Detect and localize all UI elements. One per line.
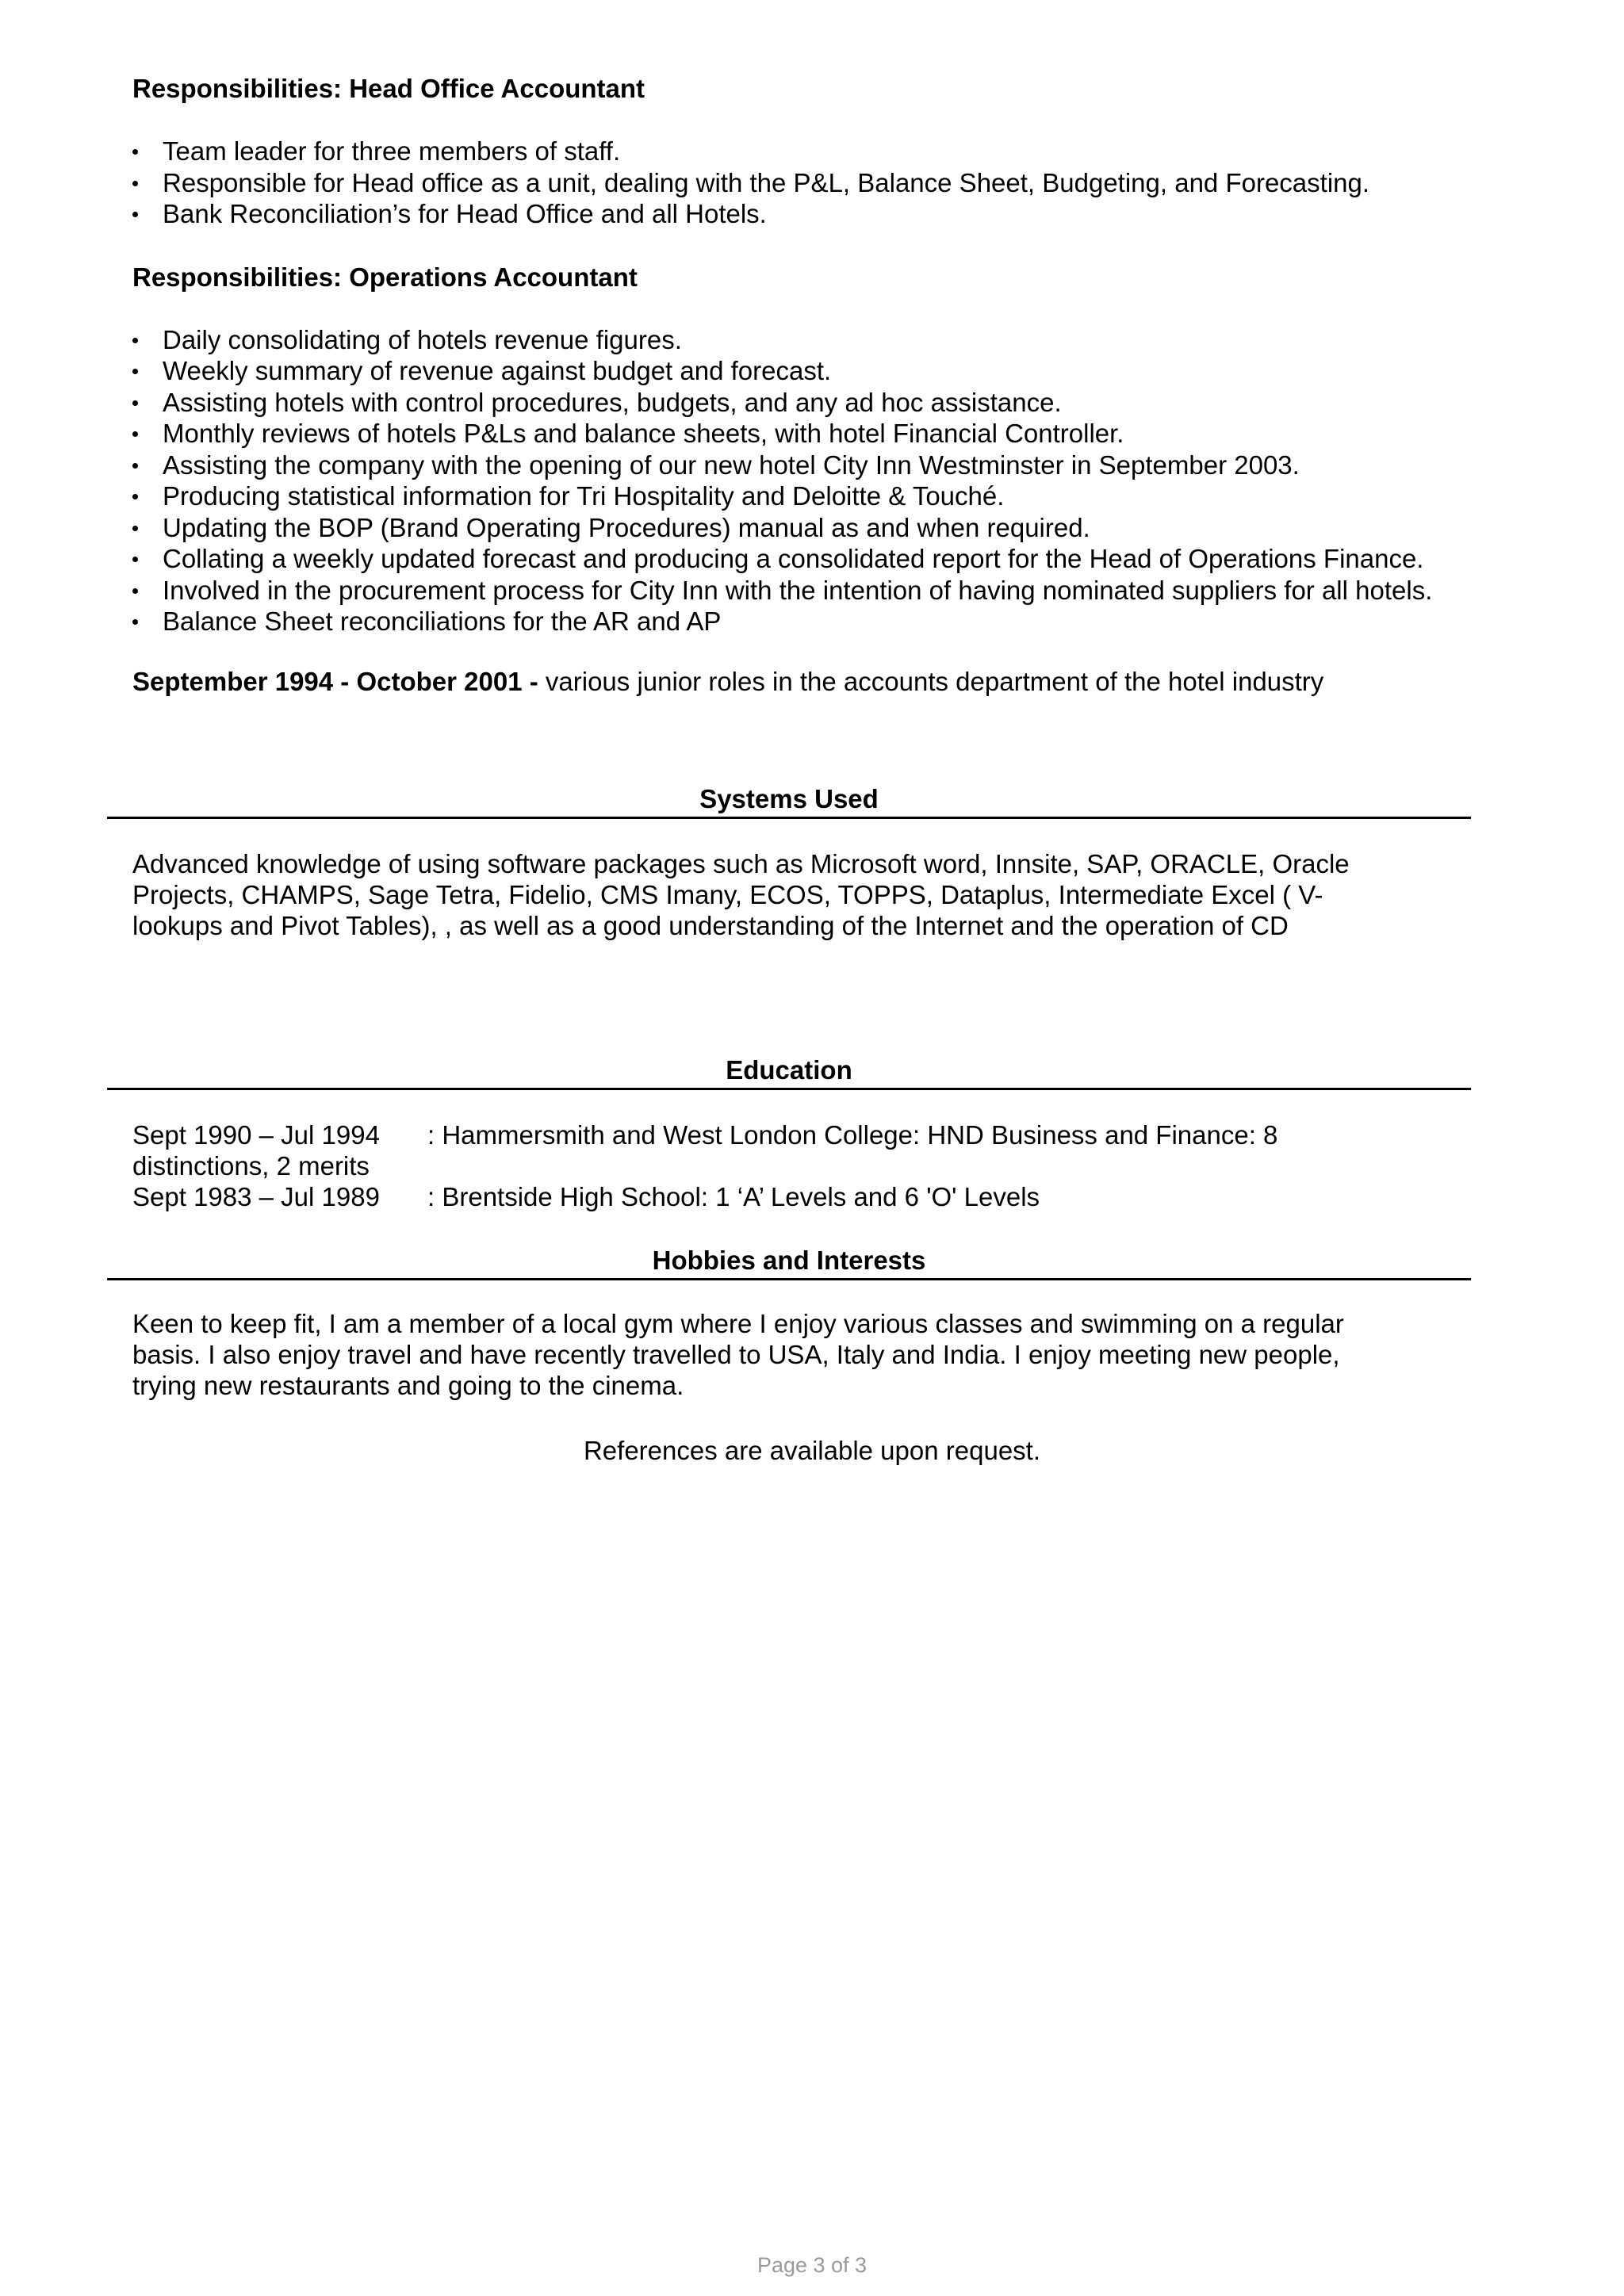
list-item: Weekly summary of revenue against budget and forecast. [132, 355, 1512, 387]
bullet-icon [132, 369, 138, 374]
bullet-icon [132, 400, 138, 406]
systems-line: Projects, CHAMPS, Sage Tetra, Fidelio, CMS Imany, ECOS, TOPPS, Dataplus, Intermediate Excel ( V- [132, 880, 1323, 909]
bullet-icon [132, 338, 138, 343]
hobbies-line: Keen to keep fit, I am a member of a local gym where I enjoy various classes and swimming on a regular [132, 1309, 1344, 1338]
list-item: Collating a weekly updated forecast and producing a consolidated report for the Head of Operations Finance. [132, 543, 1512, 575]
education-dates: Sept 1983 – Jul 1989 [132, 1182, 380, 1211]
list-item: Updating the BOP (Brand Operating Procedures) manual as and when required. [132, 512, 1512, 544]
systems-line: lookups and Pivot Tables), , as well as a good understanding of the Internet and the operation of CD [132, 911, 1289, 940]
bullet-icon [132, 494, 138, 499]
list-item: Producing statistical information for Tri Hospitality and Deloitte & Touché. [132, 480, 1512, 512]
hobbies-line: trying new restaurants and going to the cinema. [132, 1371, 684, 1400]
bullet-icon [132, 557, 138, 562]
education-list [132, 1119, 1417, 1212]
head-office-bullets [132, 136, 1512, 230]
systems-paragraph [132, 848, 1417, 941]
hobbies-title: Hobbies and Interests [652, 1246, 926, 1275]
education-continuation: distinctions, 2 merits [132, 1151, 370, 1181]
bullet-icon [132, 212, 138, 217]
hobbies-paragraph [132, 1308, 1417, 1401]
list-item: Daily consolidating of hotels revenue figures. [132, 324, 1512, 356]
bullet-icon [132, 588, 138, 594]
page-number: Page 3 of 3 [756, 2253, 868, 2277]
list-item: Assisting hotels with control procedures, budgets, and any ad hoc assistance. [132, 387, 1512, 419]
education-title: Education [726, 1055, 852, 1085]
education-divider [107, 1088, 1471, 1090]
education-entry [132, 1119, 1417, 1150]
bullet-icon [132, 619, 138, 625]
hobbies-divider [107, 1278, 1471, 1280]
list-item: Monthly reviews of hotels P&Ls and balance sheets, with hotel Financial Controller. [132, 418, 1512, 450]
bullet-icon [132, 181, 138, 186]
education-dates: Sept 1990 – Jul 1994 [132, 1120, 380, 1150]
bullet-icon [132, 431, 138, 437]
list-item: Bank Reconciliation’s for Head Office and all Hotels. [132, 198, 1512, 230]
systems-title: Systems Used [699, 784, 879, 813]
list-item: Involved in the procurement process for City Inn with the intention of having nominated suppliers for all hotels. [132, 575, 1512, 607]
junior-roles-line [132, 666, 1512, 697]
experience-section [132, 73, 1512, 697]
education-description: : Hammersmith and West London College: HND Business and Finance: 8 [427, 1120, 1278, 1150]
junior-roles-dates: September 1994 - October 2001 - [132, 666, 538, 696]
list-item: Assisting the company with the opening of our new hotel City Inn Westminster in September 2003. [132, 450, 1512, 481]
references-note: References are available upon request. [583, 1436, 1041, 1465]
bullet-icon [132, 526, 138, 531]
systems-divider [107, 817, 1471, 819]
operations-heading: Responsibilities: Operations Accountant [132, 262, 638, 292]
bullet-icon [132, 149, 138, 155]
list-item: Responsible for Head office as a unit, dealing with the P&L, Balance Sheet, Budgeting, and Forecasting. [132, 167, 1512, 199]
bullet-icon [132, 463, 138, 469]
list-item: Team leader for three members of staff. [132, 136, 1512, 167]
operations-bullets [132, 324, 1512, 637]
systems-line: Advanced knowledge of using software packages such as Microsoft word, Innsite, SAP, ORACLE, Oracle [132, 849, 1350, 878]
head-office-heading: Responsibilities: Head Office Accountant [132, 74, 645, 103]
education-entry [132, 1181, 1417, 1212]
junior-roles-text: various junior roles in the accounts department of the hotel industry [538, 666, 1324, 696]
hobbies-line: basis. I also enjoy travel and have recently travelled to USA, Italy and India. I enjoy meeting new people, [132, 1340, 1340, 1369]
education-description: : Brentside High School: 1 ‘A’ Levels and 6 'O' Levels [427, 1182, 1040, 1211]
list-item: Balance Sheet reconciliations for the AR and AP [132, 606, 1512, 637]
